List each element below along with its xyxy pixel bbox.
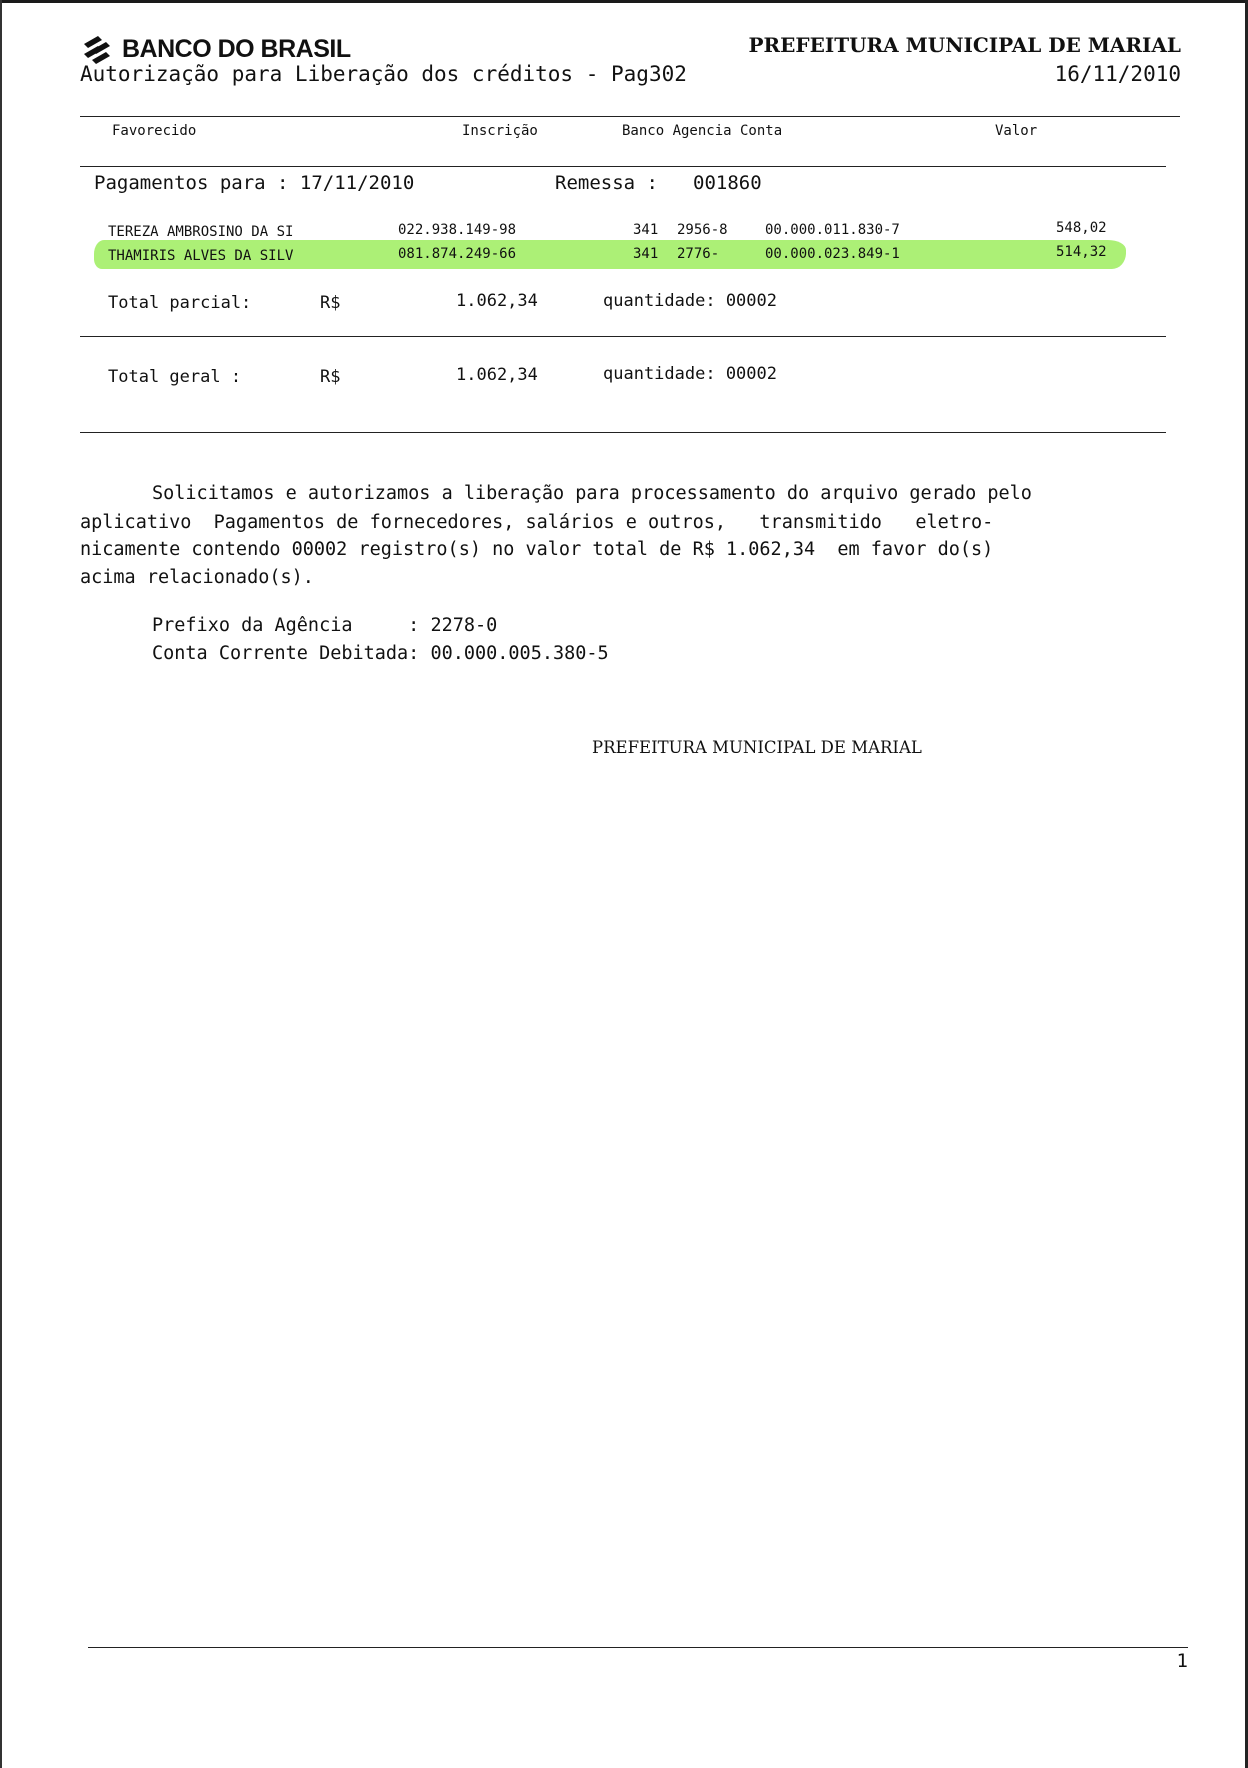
scan-edge [0,0,1248,3]
bank-name: BANCO DO BRASIL [122,34,351,63]
row-inscricao: 081.874.249-66 [398,246,517,262]
row-banco: 341 [633,246,659,262]
column-header-favorecido: Favorecido [112,123,197,139]
scan-edge [0,0,2,1768]
row-inscricao: 022.938.149-98 [398,222,517,238]
remessa-label: Remessa : [555,172,658,194]
row-banco: 341 [633,222,659,238]
authorization-text-line: Solicitamos e autorizamos a liberação para processamento do arquivo gerado pelo [152,483,1032,504]
row-valor: 548,02 [1056,220,1107,236]
agency-prefix: Prefixo da Agência : 2278-0 [152,615,498,636]
row-conta: 00.000.023.849-1 [765,246,900,262]
authorization-text-line: nicamente contendo 00002 registro(s) no valor total de R$ 1.062,34 em favor do(s) [80,539,994,560]
divider [80,336,1166,337]
divider [80,166,1166,167]
remessa-number: 001860 [693,172,762,194]
total-geral-value: 1.062,34 [456,365,538,385]
footer-divider [88,1647,1188,1648]
row-agencia: 2776- [677,246,720,262]
total-parcial-quantity: quantidade: 00002 [603,291,777,311]
row-valor: 514,32 [1056,244,1107,260]
column-header-inscricao: Inscrição [462,123,538,139]
divider [80,116,1180,117]
total-parcial-value: 1.062,34 [456,291,538,311]
total-geral-label: Total geral : [108,367,242,387]
column-header-valor: Valor [995,123,1038,139]
row-name: TEREZA AMBROSINO DA SI [108,224,294,240]
total-geral-quantity: quantidade: 00002 [603,364,777,384]
total-geral-currency: R$ [320,367,341,387]
document-date: 16/11/2010 [1054,62,1181,86]
row-agencia: 2956-8 [677,222,728,238]
payment-date: Pagamentos para : 17/11/2010 [94,172,415,194]
divider [80,432,1166,433]
row-conta: 00.000.011.830-7 [765,222,900,238]
bank-logo [80,34,351,64]
bank-logo-icon [80,34,114,64]
authorization-text-line: aplicativo Pagamentos de fornecedores, salários e outros, transmitido eletro- [80,512,994,533]
total-parcial-currency: R$ [320,293,341,313]
authorization-text-line: acima relacionado(s). [80,567,314,588]
total-parcial-label: Total parcial: [108,293,252,313]
column-header-banco-agencia-conta: Banco Agencia Conta [622,123,783,139]
row-name: THAMIRIS ALVES DA SILV [108,248,294,264]
signature-organization: PREFEITURA MUNICIPAL DE MARIAL [592,738,922,757]
document-title: Autorização para Liberação dos créditos - Pag302 [80,62,687,86]
organization-name: PREFEITURA MUNICIPAL DE MARIAL [748,33,1181,57]
page-number: 1 [1176,1650,1188,1672]
debited-account: Conta Corrente Debitada: 00.000.005.380-5 [152,643,609,664]
